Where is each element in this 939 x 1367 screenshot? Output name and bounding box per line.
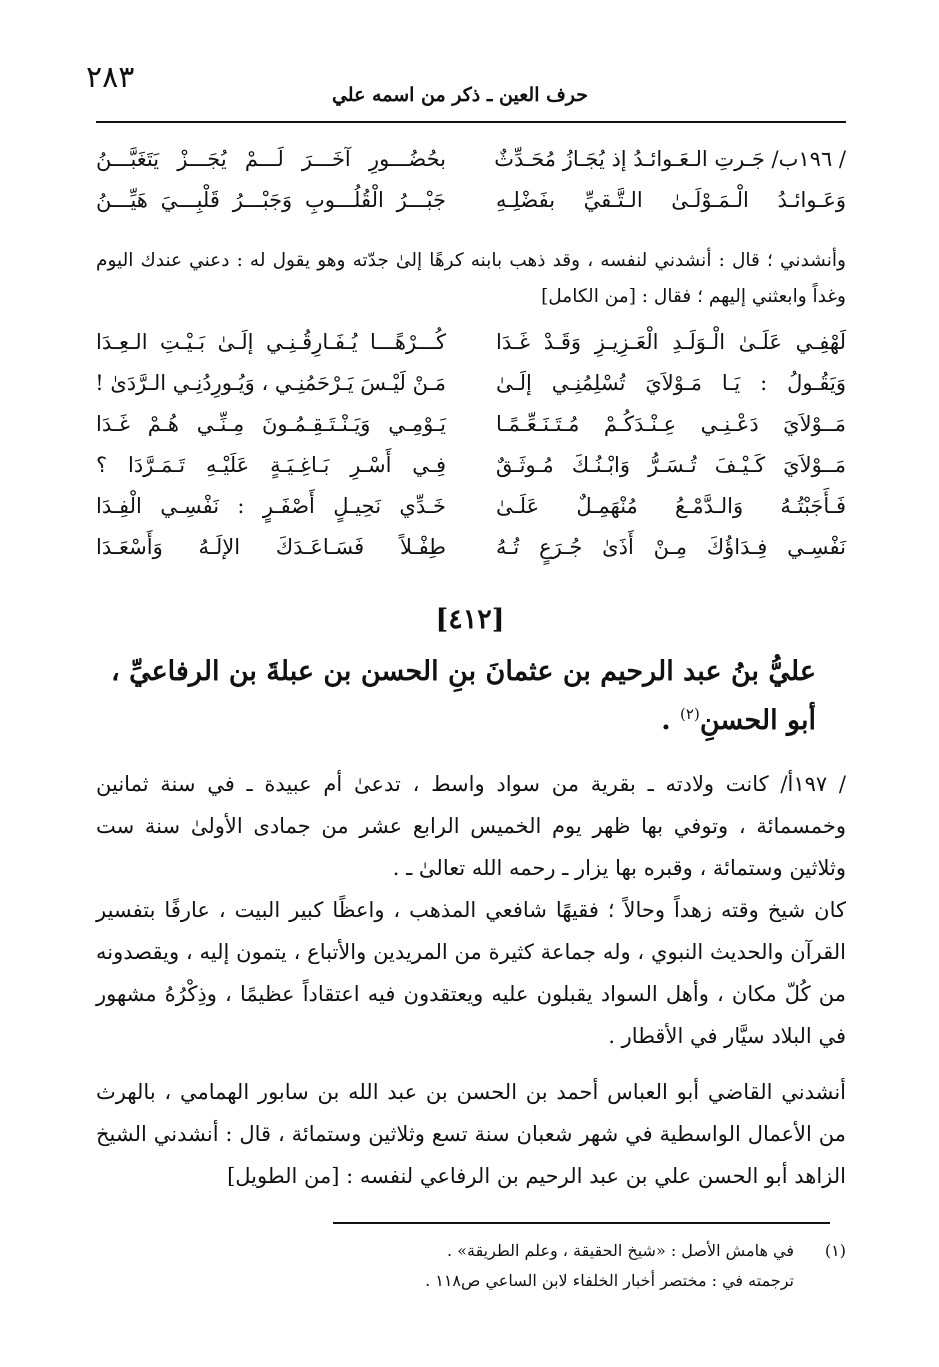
verse-line [96, 405, 846, 446]
poem-block-1 [96, 140, 846, 222]
entry-title-line-1: عليُّ بنُ عبد الرحيم بن عثمانَ بنِ الحسن بن عبلةَ بن الرفاعيِّ ، [110, 656, 816, 687]
page-number: ٢٨٣ [86, 60, 135, 95]
verse-line [96, 364, 846, 405]
paragraph-birth-death: / ١٩٧أ/ كانت ولادته ـ بقرية من سواد واسط ، تدعىٰ أم عبيدة ـ في سنة ثمانين وخمسمائة ، وتوفي بها ظهر يوم الخميس الرابع عشر من جمادى الأولىٰ سنة ست وثلاثين وستمائة ، وقبره بها يزار ـ رحمه الله تعالىٰ ـ . [96, 772, 846, 880]
verse-line [96, 140, 846, 181]
footnote-marker: (١) [824, 1241, 846, 1260]
entry-title-line-2 [96, 692, 816, 743]
poem-block-2 [96, 323, 846, 569]
entry-number: [٤١٢] [435, 604, 505, 635]
footnote-2-text: ترجمته في : مختصر أخبار الخلفاء لابن الساعي ص١١٨ . [425, 1271, 794, 1290]
footnote-1 [96, 1236, 846, 1266]
verse-second-hemistich: خَـدِّي نَحِيـلٍ أَصْفَـرٍ : نَفْسِـي الْفِـدَا [96, 494, 446, 518]
verse-second-hemistich: جَبْـــرُ الْقُلُـــوبِ وَجَبْـــرُ قَلْبِـــيَ هَيِّـــنُ [96, 188, 446, 212]
verse-first-hemistich: / ١٩٦ب/ جَـرتِ الـعَـوائـدُ إذ يُجَـازُ مُحَـدِّثٌ [494, 147, 846, 171]
verse-first-hemistich: مَــوْلاَيَ دَعْـنِـي عِـنْـدَكُـمْ مُـتَـنَـعِّـمًـا [496, 412, 846, 436]
running-head: حرف العين ـ ذكر من اسمه علي [331, 84, 589, 106]
verse-line [96, 323, 846, 364]
verse-line [96, 528, 846, 569]
footnote-1-text: في هامش الأصل : «شيخ الحقيقة ، وعلم الطريقة» . [447, 1241, 794, 1260]
verse-second-hemistich: طِفْـلاً فَسَـاعَـدَكَ الإلَـهُ وَأَسْعَـدَا [96, 535, 446, 559]
verse-line [96, 181, 846, 222]
paragraph-biography: كان شيخ وقته زهداً وحالاً ؛ فقيهًا شافعي المذهب ، واعظًا كبير البيت ، عارفًا بتفسير القرآن والحديث النبوي ، وله جماعة كثيرة من المريدين والأتباع ، يتمون إليه ، ويقصدونه من كُلّ مكان ، وأهل السواد يقبلون عليه ويعتقدون فيه اعتقاداً عظيمًا ، وذِكْرُهُ مشهور في البلاد سيَّار في الأقطار . [96, 898, 846, 1048]
verse-second-hemistich: فِـي أَسْـرِ بَـاغِـيَـةٍ عَلَيْـهِ تَـمَـرَّدَا ؟ [96, 453, 446, 477]
verse-line [96, 446, 846, 487]
header-rule [96, 121, 846, 123]
verse-first-hemistich: وَعَـوائـدُ الْـمَـوْلَـىٰ الـتَّـقيِّ بفَضْلِـهِ [496, 188, 846, 212]
entry-title-end: . [661, 705, 681, 736]
verse-first-hemistich: فَـأَجَبْتُـهُ وَالـدَّمْـعُ مُنْهَمِـلٌ عَلَـىٰ [496, 494, 846, 518]
verse-second-hemistich: بحُضُـــورِ آخَـــرَ لَـــمْ يُجَـــزْ يَتَغَبَّـــنُ [96, 147, 446, 171]
verse-first-hemistich: وَيَقُـولُ : يَـا مَـوْلاَيَ تُسْلِمُنِـي إلَـىٰ [496, 371, 846, 395]
footnote-rule [333, 1222, 830, 1224]
verse-second-hemistich: يَـوْمِـي وَيَـنْـتَـقِـمُـونَ مِـنِّـي هُـمْ غَـدَا [96, 412, 446, 436]
verse-second-hemistich: كُـــرْهًـــا يُـفَـارِقُـنِـي إلَـىٰ بَـيْـتِ الـعِـدَا [96, 330, 446, 354]
footnotes [96, 1236, 846, 1296]
verse-first-hemistich: لَهْفِـي عَلَـىٰ الْـوَلَـدِ الْعَـزِيـزِ وَقَـدْ غَـدَا [496, 330, 846, 354]
narration-paragraph: وأنشدني ؛ قال : أنشدني لنفسه ، وقد ذهب بابنه كرهًا إلىٰ جدّته وهو يقول له : دعني عندك اليوم وغداً وابعثني إليهم ؛ فقال : [من الكامل] [96, 250, 846, 307]
verse-first-hemistich: نَفْسِـي فِـدَاؤُكَ مِـنْ أَذَىٰ جُـرَعٍ تُـهُ [496, 535, 846, 559]
footnote-reference[interactable]: (٢) [680, 705, 700, 723]
entry-title-name: أبو الحسنِ [699, 705, 816, 736]
verse-second-hemistich: مَـنْ لَيْـسَ يَـرْحَمُنِـي ، وَيُـورِدُنِـي الـرَّدَىٰ ! [95, 371, 446, 395]
verse-first-hemistich: مَــوْلاَيَ كَـيْـفَ تُـسَـرُّ وَابْـنُـكَ مُـوثَـقٌ [496, 453, 846, 477]
paragraph-recitation: أنشدني القاضي أبو العباس أحمد بن الحسن بن عبد الله بن سابور الهمامي ، بالهرث من الأعمال الواسطية في شهر شعبان سنة تسع وثلاثين وستمائة ، قال : أنشدني الشيخ الزاهد أبو الحسن علي بن عبد الرحيم بن الرفاعي لنفسه : [من الطويل] [96, 1080, 846, 1188]
verse-line [96, 487, 846, 528]
